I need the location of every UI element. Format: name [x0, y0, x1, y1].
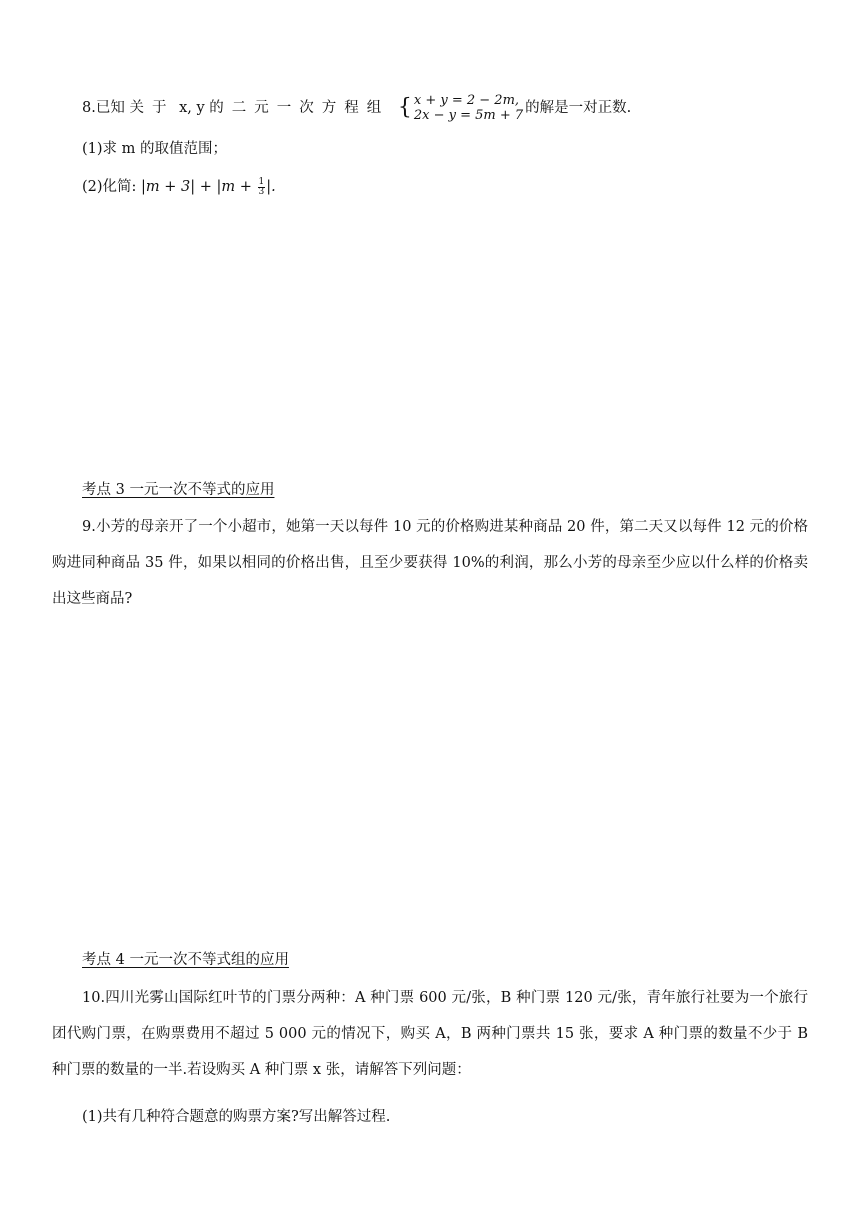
section-3-heading: 考点 3 一元一次不等式的应用 [82, 482, 275, 498]
fraction-numerator: 1 [258, 176, 265, 187]
q8-part-1: (1)求 m 的取值范围； [82, 141, 228, 157]
question-10-text: 10.四川光雾山国际红叶节的门票分两种：A 种门票 600 元/张，B 种门票 120 元/张，青年旅行社要为一个旅行团代购门票，在购票费用不超过 5 000 元的情况下，购买 A，B 两种门票共 15 张，要求 A 种门票的数量不少于 B 种门票的数量的一半.若设购买 A 种门票 x 张，请解答下列问题： [52, 990, 808, 1078]
section-4-heading: 考点 4 一元一次不等式组的应用 [82, 952, 289, 968]
q8-prefix-b: 关于 [129, 100, 175, 116]
q8-part-2-expr-b: |. [266, 179, 276, 195]
q8-suffix: 的解是一对正数. [525, 100, 632, 116]
q8-part-2 [82, 177, 276, 197]
question-8-stem [82, 93, 631, 123]
equation-system [398, 93, 523, 123]
q8-part-2-expr-a: |m + 3| + |m + [141, 179, 257, 195]
q8-vars: x, y [179, 100, 205, 116]
fraction-one-third [258, 178, 266, 197]
equation-2: 2x − y = 5m + 7 [413, 108, 524, 123]
q8-prefix-c: 的二元一次方程组 [209, 100, 390, 116]
equation-1: x + y = 2 − 2m, [413, 93, 520, 108]
question-9-text: 9.小芳的母亲开了一个小超市，她第一天以每件 10 元的价格购进某种商品 20 件，第二天又以每件 12 元的价格购进同种商品 35 件，如果以相同的价格出售，且至少要获得 10%的利润，那么小芳的母亲至少应以什么样的价格卖出这些商品? [52, 519, 808, 607]
q8-prefix-a: 8.已知 [82, 100, 125, 116]
left-brace: { [397, 95, 412, 120]
q8-part-2-label: (2)化简: [82, 179, 142, 195]
q10-part-1: (1)共有几种符合题意的购票方案?写出解答过程. [82, 1109, 391, 1125]
fraction-denominator: 3 [258, 186, 265, 197]
